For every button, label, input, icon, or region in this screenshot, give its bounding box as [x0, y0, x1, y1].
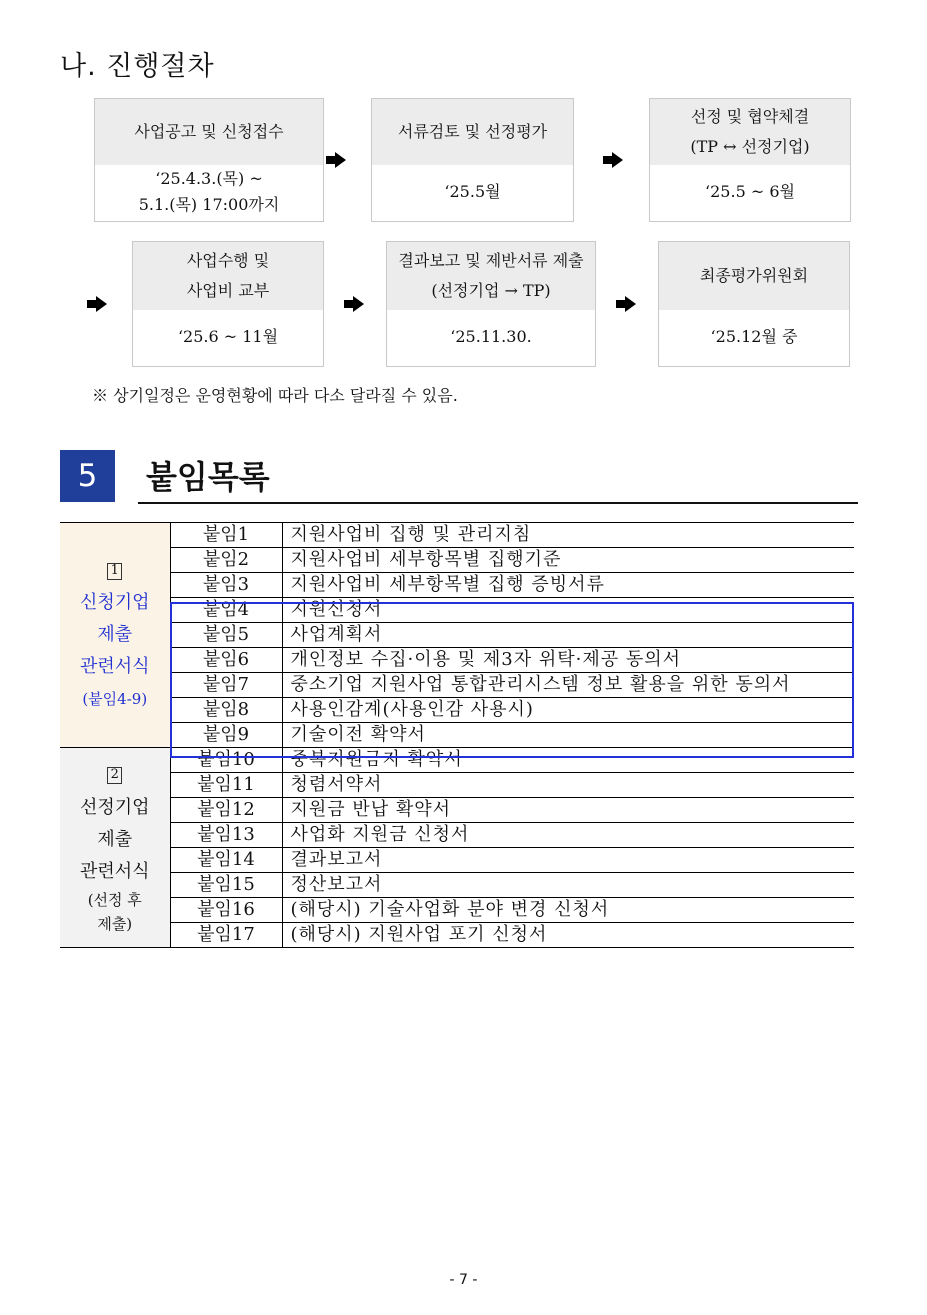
table-row: 붙임12 지원금 반납 확약서 [60, 798, 854, 823]
step-date: ‘25.5 ~ 6월 [705, 182, 795, 201]
step-date: ‘25.12월 중 [710, 327, 798, 346]
table-row: 붙임17 (해당시) 지원사업 포기 신청서 [60, 923, 854, 948]
table-row: 붙임6 개인정보 수집·이용 및 제3자 위탁·제공 동의서 [60, 648, 854, 673]
table-row: 붙임14 결과보고서 [60, 848, 854, 873]
step-title: 결과보고 및 제반서류 제출 (선정기업 → TP) [387, 242, 595, 310]
attachment-link: 지원사업비 집행 및 관리지침 [282, 523, 854, 548]
table-row: 붙임5 사업계획서 [60, 623, 854, 648]
heading-divider [138, 502, 858, 504]
step-title: 사업수행 및 사업비 교부 [133, 242, 323, 310]
step-date: ‘25.4.3.(목) ~ 5.1.(목) 17:00까지 [138, 169, 280, 214]
table-row: 붙임16 (해당시) 기술사업화 분야 변경 신청서 [60, 898, 854, 923]
step-date: ‘25.6 ~ 11월 [177, 327, 279, 346]
table-row: 붙임8 사용인감계(사용인감 사용시) [60, 698, 854, 723]
attachments-table [60, 522, 854, 948]
step-box [94, 98, 324, 222]
step-date: ‘25.11.30. [450, 327, 532, 346]
table-row: 붙임3 지원사업비 세부항목별 집행 증빙서류 [60, 573, 854, 598]
step-title: 최종평가위원회 [659, 242, 849, 310]
table-row: 2 선정기업 제출 관련서식 (선정 후 제출) 붙임10 중복지원금지 확약서 [60, 748, 854, 773]
section-number-badge: 5 [60, 450, 115, 502]
section-title: 나. 진행절차 [60, 51, 215, 82]
attachments-heading: 붙임목록 [146, 458, 270, 496]
table-row: 1 신청기업 제출 관련서식 (붙임4-9) 붙임1 지원사업비 집행 및 관리지침 [60, 523, 854, 548]
step-title: 선정 및 협약체결 (TP ↔ 선정기업) [650, 99, 850, 165]
page-number: - 7 - [449, 1272, 478, 1288]
step-box [386, 241, 596, 367]
table-row: 붙임13 사업화 지원금 신청서 [60, 823, 854, 848]
table-row: 붙임9 기술이전 확약서 [60, 723, 854, 748]
step-title: 서류검토 및 선정평가 [372, 99, 573, 165]
step-box [658, 241, 850, 367]
step-box [132, 241, 324, 367]
table-row: 붙임4 지원신청서 [60, 598, 854, 623]
table-row: 붙임15 정산보고서 [60, 873, 854, 898]
table-row: 붙임2 지원사업비 세부항목별 집행기준 [60, 548, 854, 573]
group-selected-forms: 2 선정기업 제출 관련서식 (선정 후 제출) [60, 748, 170, 948]
group-mark: 2 [107, 767, 122, 784]
step-date: ‘25.5월 [444, 182, 501, 201]
step-box [649, 98, 851, 222]
table-row: 붙임7 중소기업 지원사업 통합관리시스템 정보 활용을 위한 동의서 [60, 673, 854, 698]
step-box [371, 98, 574, 222]
group-applicant-forms: 1 신청기업 제출 관련서식 (붙임4-9) [60, 523, 170, 748]
group-mark: 1 [107, 563, 122, 580]
table-row: 붙임11 청렴서약서 [60, 773, 854, 798]
schedule-note: ※ 상기일정은 운영현황에 따라 다소 달라질 수 있음. [92, 386, 458, 405]
step-title: 사업공고 및 신청접수 [95, 99, 323, 165]
